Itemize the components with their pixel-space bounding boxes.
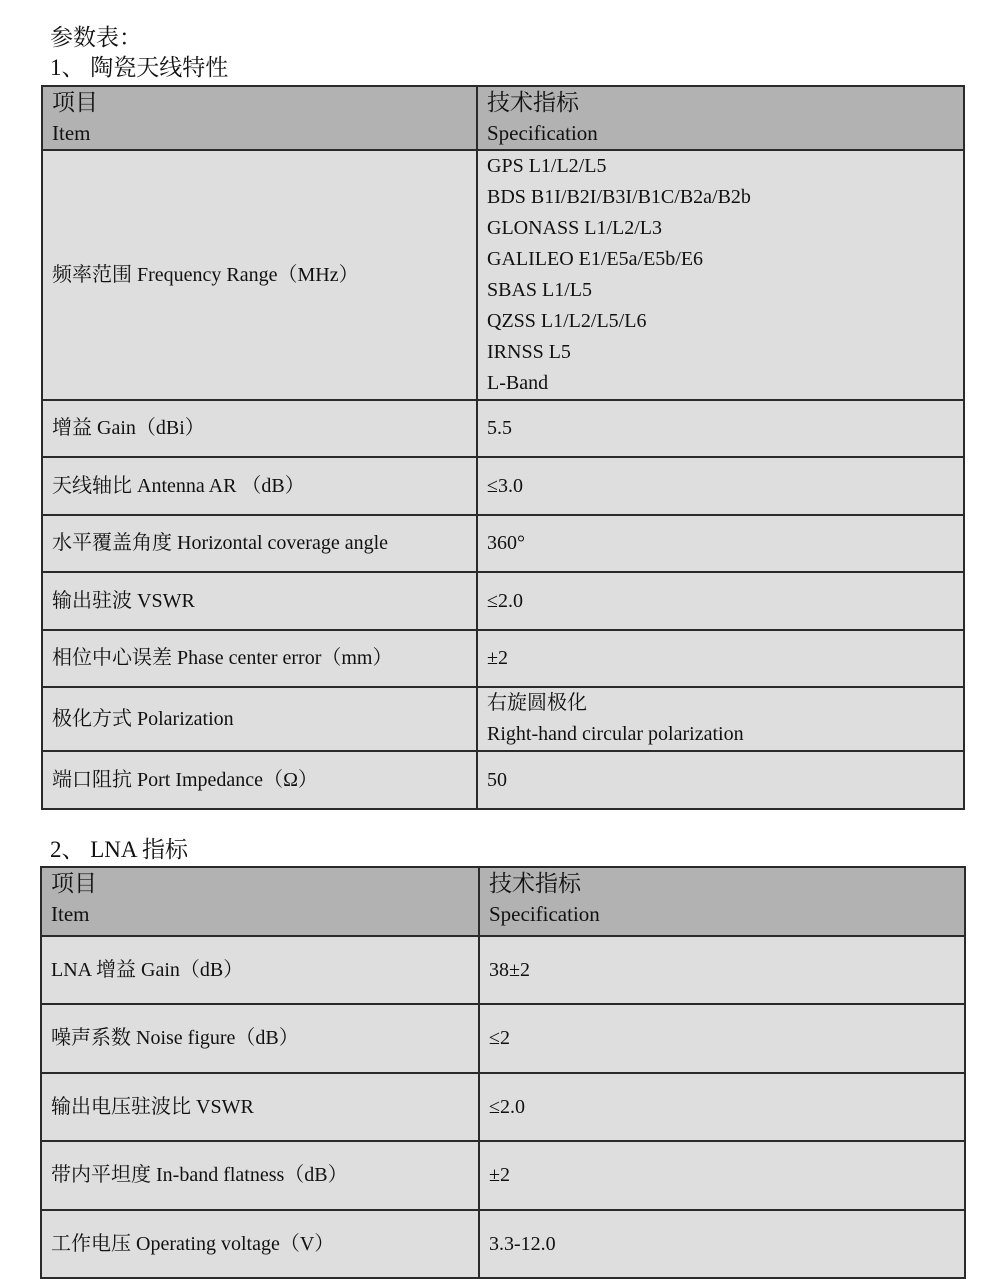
spec-line: GALILEO E1/E5a/E5b/E6: [487, 248, 704, 270]
item-cell: 增益 Gain（dBi）: [42, 400, 477, 457]
spec-cell: 3.3-12.0: [479, 1210, 965, 1278]
header-spec-cn: 技术指标: [487, 90, 579, 115]
spec-cell: ≤2.0: [479, 1073, 965, 1141]
item-cell: 输出驻波 VSWR: [42, 572, 477, 630]
table-row: [41, 1141, 965, 1210]
header-spec-cn: 技术指标: [489, 871, 581, 896]
table-row: [42, 515, 964, 572]
header-item-cn: 项目: [51, 871, 97, 896]
table-row: [41, 1210, 965, 1278]
header-spec-en: Specification: [487, 121, 598, 145]
table-row: [42, 457, 964, 515]
item-cell: 噪声系数 Noise figure（dB）: [41, 1004, 479, 1073]
spec-cell: ≤3.0: [477, 457, 964, 515]
item-cell: 相位中心误差 Phase center error（mm）: [42, 630, 477, 687]
item-cell: 工作电压 Operating voltage（V）: [41, 1210, 479, 1278]
spec-cell: 38±2: [479, 936, 965, 1004]
header-item-en: Item: [52, 121, 91, 145]
spec-cell: 360°: [477, 515, 964, 572]
spec-cell: ±2: [477, 630, 964, 687]
table-row: [42, 400, 964, 457]
item-cell: 极化方式 Polarization: [42, 687, 477, 751]
table-header-row: [41, 867, 965, 936]
table-row: [42, 572, 964, 630]
header-spec-cell: [477, 86, 964, 150]
section-1-heading: 1、 陶瓷天线特性: [50, 55, 229, 80]
table-row: [42, 687, 964, 751]
spec-cell: 5.5: [477, 400, 964, 457]
item-cell: 天线轴比 Antenna AR （dB）: [42, 457, 477, 515]
spec-cell: ±2: [479, 1141, 965, 1210]
spec-line: IRNSS L5: [487, 341, 571, 363]
spec-line: 右旋圆极化: [487, 692, 587, 714]
spec-line: GLONASS L1/L2/L3: [487, 217, 662, 239]
item-cell: 输出电压驻波比 VSWR: [41, 1073, 479, 1141]
item-cell: 水平覆盖角度 Horizontal coverage angle: [42, 515, 477, 572]
spec-cell: 50: [477, 751, 964, 809]
table-row: [41, 1073, 965, 1141]
antenna-spec-table: [41, 85, 965, 810]
table-header-row: [42, 86, 964, 150]
header-item-cell: [41, 867, 479, 936]
spec-line: L-Band: [487, 372, 549, 394]
spec-line: BDS B1I/B2I/B3I/B1C/B2a/B2b: [487, 186, 751, 208]
spec-cell: [477, 150, 964, 400]
header-spec-cell: [479, 867, 965, 936]
item-cell: LNA 增益 Gain（dB）: [41, 936, 479, 1004]
item-cell: 端口阻抗 Port Impedance（Ω）: [42, 751, 477, 809]
table-row: [42, 630, 964, 687]
section-2-heading: 2、 LNA 指标: [50, 837, 188, 862]
spec-line: QZSS L1/L2/L5/L6: [487, 310, 647, 332]
spec-cell: [477, 687, 964, 751]
header-item-en: Item: [51, 902, 90, 926]
table-row: [42, 751, 964, 809]
spec-line: Right-hand circular polarization: [487, 723, 744, 745]
spec-line: GPS L1/L2/L5: [487, 155, 607, 177]
page-title: 参数表：: [50, 25, 142, 50]
table-row: [41, 1004, 965, 1073]
lna-spec-table: [40, 866, 966, 1279]
spec-line: SBAS L1/L5: [487, 279, 593, 301]
header-spec-en: Specification: [489, 902, 600, 926]
spec-cell: ≤2.0: [477, 572, 964, 630]
table-row: [42, 150, 964, 400]
header-item-cn: 项目: [52, 90, 98, 115]
table-row: [41, 936, 965, 1004]
item-cell: 带内平坦度 In-band flatness（dB）: [41, 1141, 479, 1210]
spec-cell: ≤2: [479, 1004, 965, 1073]
item-cell: 频率范围 Frequency Range（MHz）: [42, 150, 477, 400]
header-item-cell: [42, 86, 477, 150]
